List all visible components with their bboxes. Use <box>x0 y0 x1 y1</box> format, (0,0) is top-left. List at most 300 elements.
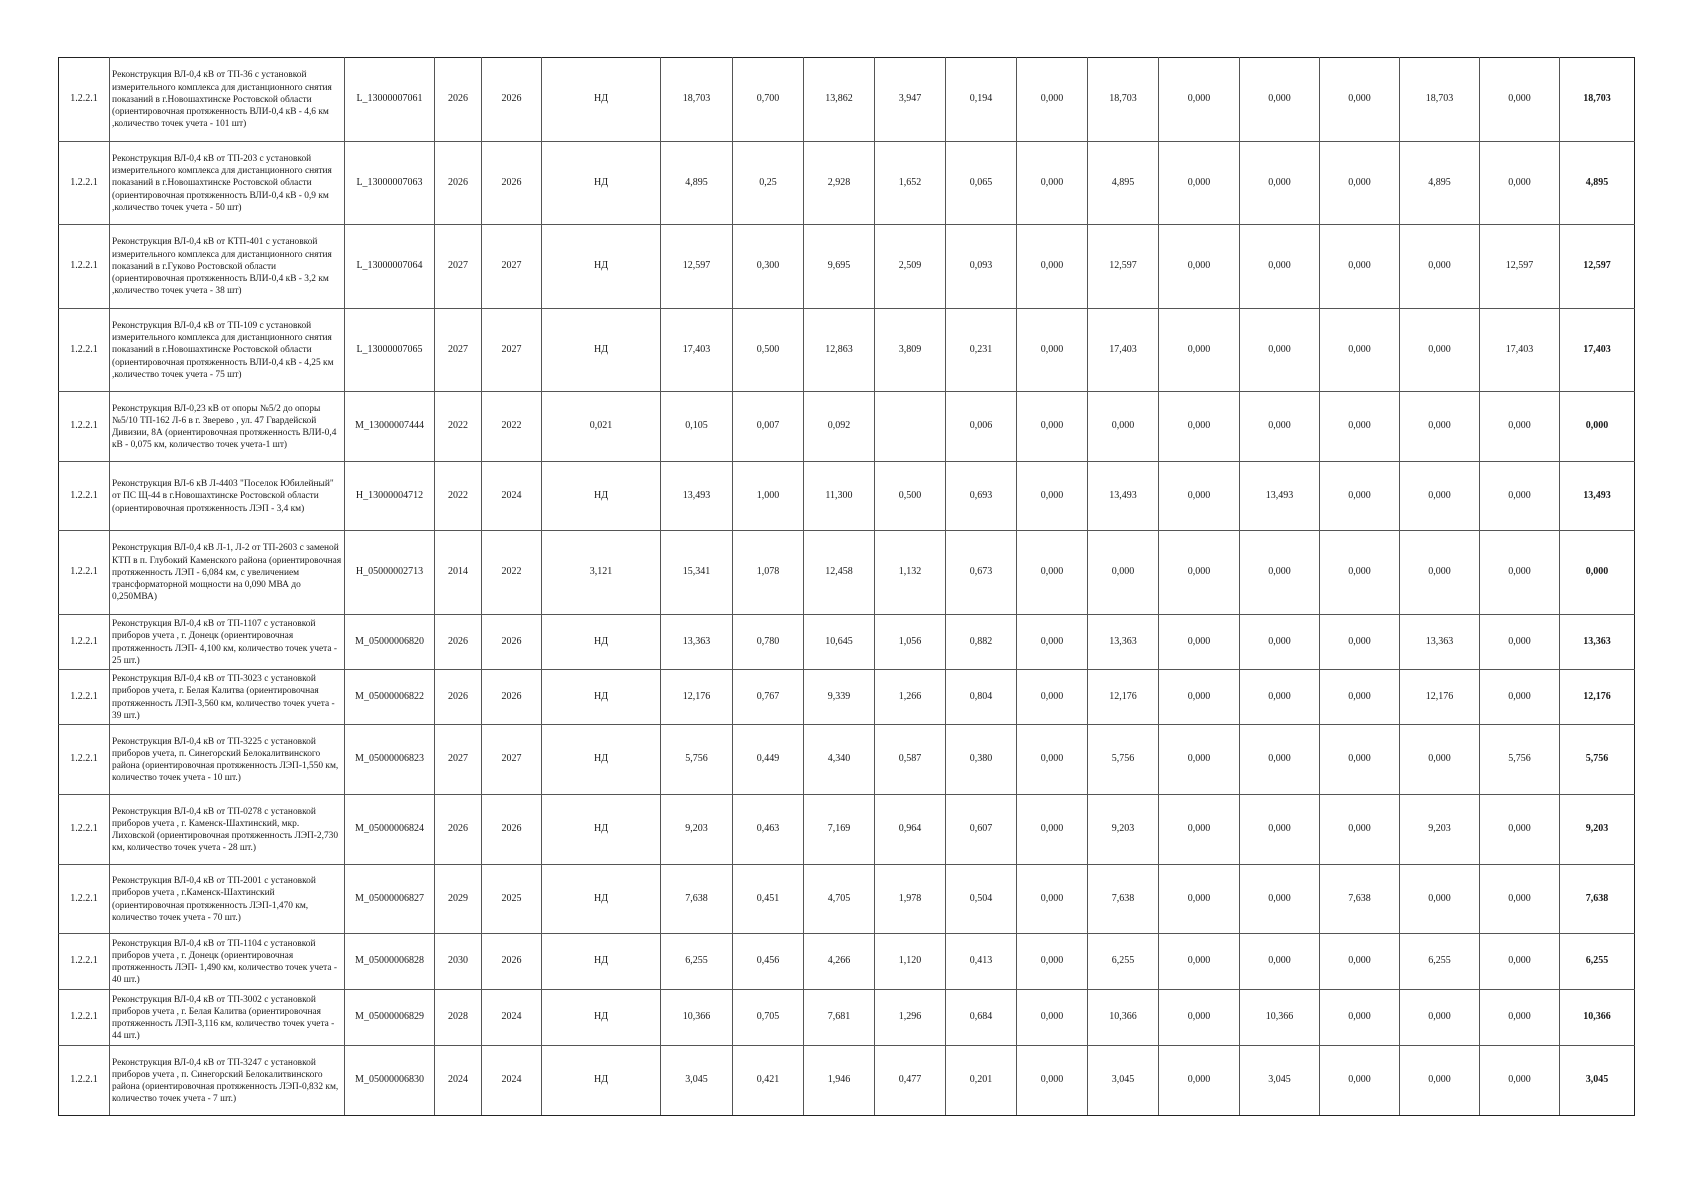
project-code-cell: L_13000007064 <box>345 225 435 309</box>
value-cell: 0,000 <box>1400 225 1480 309</box>
value-cell: 0,000 <box>1017 990 1088 1046</box>
value-cell: 0,000 <box>1240 58 1320 142</box>
value-cell: НД <box>542 725 661 795</box>
value-cell: 5,756 <box>1480 725 1560 795</box>
end-year-cell: 2027 <box>482 225 542 309</box>
value-cell: 0,000 <box>1159 462 1240 531</box>
end-year-cell: 2026 <box>482 142 542 225</box>
value-cell: 0,463 <box>733 795 804 865</box>
row-number-cell: 1.2.2.1 <box>59 670 110 725</box>
value-cell: 0,000 <box>1017 392 1088 462</box>
table-row <box>59 531 1635 615</box>
value-cell: 13,493 <box>1240 462 1320 531</box>
row-number-cell: 1.2.2.1 <box>59 934 110 990</box>
value-cell: 0,000 <box>1159 865 1240 934</box>
value-cell: 0,000 <box>1480 142 1560 225</box>
value-cell: 0,449 <box>733 725 804 795</box>
row-number-cell: 1.2.2.1 <box>59 725 110 795</box>
value-cell: 0,000 <box>1320 58 1400 142</box>
value-cell: 0,000 <box>1017 1046 1088 1116</box>
end-year-cell: 2027 <box>482 725 542 795</box>
project-description-cell: Реконструкция ВЛ-6 кВ Л-4403 "Поселок Юбилейный" от ПС Щ-44 в г.Новошахтинске Ростовской области (ориентировочная протяженность ЛЭП - 3,4 км) <box>110 462 345 531</box>
end-year-cell: 2024 <box>482 990 542 1046</box>
value-cell: 0,780 <box>733 615 804 670</box>
table-row <box>59 142 1635 225</box>
project-code-cell: M_05000006827 <box>345 865 435 934</box>
value-cell: 7,638 <box>1320 865 1400 934</box>
value-cell: 0,000 <box>1480 462 1560 531</box>
value-cell: 0,000 <box>1400 1046 1480 1116</box>
value-cell: 0,000 <box>1480 58 1560 142</box>
row-number-cell: 1.2.2.1 <box>59 309 110 392</box>
end-year-cell: 2026 <box>482 58 542 142</box>
value-cell: 0,000 <box>1240 225 1320 309</box>
value-cell: 4,266 <box>804 934 875 990</box>
total-value-cell: 17,403 <box>1560 309 1635 392</box>
value-cell: 1,266 <box>875 670 946 725</box>
value-cell: 0,000 <box>1480 670 1560 725</box>
value-cell: 0,000 <box>1240 865 1320 934</box>
project-code-cell: M_05000006820 <box>345 615 435 670</box>
value-cell: 3,045 <box>1240 1046 1320 1116</box>
total-value-cell: 13,363 <box>1560 615 1635 670</box>
value-cell: 0,607 <box>946 795 1017 865</box>
value-cell: 17,403 <box>1088 309 1159 392</box>
total-value-cell: 0,000 <box>1560 392 1635 462</box>
total-value-cell: 13,493 <box>1560 462 1635 531</box>
value-cell: 0,000 <box>1088 531 1159 615</box>
value-cell: 0,000 <box>1480 1046 1560 1116</box>
value-cell: 0,092 <box>804 392 875 462</box>
value-cell: 0,000 <box>1017 865 1088 934</box>
value-cell: 0,021 <box>542 392 661 462</box>
project-description-cell: Реконструкция ВЛ-0,4 кВ Л-1, Л-2 от ТП-2603 с заменой КТП в п. Глубокий Каменского района (ориентировочная протяженность ЛЭП - 6,084 км, с увеличением трансформаторной мощности на 0,090 МВА до 0,250МВА) <box>110 531 345 615</box>
value-cell: НД <box>542 670 661 725</box>
project-description-cell: Реконструкция ВЛ-0,4 кВ от ТП-2001 с установкой приборов учета , г.Каменск-Шахтинский (ориентировочная протяженность ЛЭП-1,470 км, количество точек учета - 70 шт.) <box>110 865 345 934</box>
value-cell: 3,045 <box>1088 1046 1159 1116</box>
value-cell <box>875 392 946 462</box>
value-cell: 0,477 <box>875 1046 946 1116</box>
value-cell: 7,681 <box>804 990 875 1046</box>
end-year-cell: 2024 <box>482 462 542 531</box>
value-cell: 0,587 <box>875 725 946 795</box>
value-cell: НД <box>542 1046 661 1116</box>
value-cell: 0,000 <box>1320 392 1400 462</box>
value-cell: 0,000 <box>1159 309 1240 392</box>
total-value-cell: 3,045 <box>1560 1046 1635 1116</box>
value-cell: 0,231 <box>946 309 1017 392</box>
value-cell: 0,000 <box>1159 1046 1240 1116</box>
value-cell: 0,000 <box>1240 934 1320 990</box>
end-year-cell: 2022 <box>482 392 542 462</box>
value-cell: НД <box>542 462 661 531</box>
value-cell: НД <box>542 990 661 1046</box>
value-cell: 0,25 <box>733 142 804 225</box>
value-cell: 0,000 <box>1017 225 1088 309</box>
value-cell: 0,451 <box>733 865 804 934</box>
project-code-cell: M_05000006824 <box>345 795 435 865</box>
table-row <box>59 462 1635 531</box>
value-cell: 6,255 <box>1088 934 1159 990</box>
value-cell: 17,403 <box>1480 309 1560 392</box>
start-year-cell: 2022 <box>435 462 482 531</box>
total-value-cell: 9,203 <box>1560 795 1635 865</box>
value-cell: 0,964 <box>875 795 946 865</box>
start-year-cell: 2014 <box>435 531 482 615</box>
value-cell: 10,366 <box>661 990 733 1046</box>
project-code-cell: M_05000006829 <box>345 990 435 1046</box>
project-code-cell: M_05000006823 <box>345 725 435 795</box>
investment-projects-table <box>58 57 1635 1116</box>
value-cell: 0,000 <box>1159 934 1240 990</box>
value-cell: 0,000 <box>1017 462 1088 531</box>
start-year-cell: 2030 <box>435 934 482 990</box>
value-cell: 3,809 <box>875 309 946 392</box>
value-cell: 0,105 <box>661 392 733 462</box>
table-row <box>59 725 1635 795</box>
end-year-cell: 2025 <box>482 865 542 934</box>
project-description-cell: Реконструкция ВЛ-0,23 кВ от опоры №5/2 до опоры №5/10 ТП-162 Л-6 в г. Зверево , ул. 47 Гвардейской Дивизии, 8А (ориентировочная протяженность ВЛИ-0,4 кВ - 0,075 км, количество точек учета-1 шт) <box>110 392 345 462</box>
project-description-cell: Реконструкция ВЛ-0,4 кВ от ТП-3247 с установкой приборов учета , п. Синегорский Белокалитвинского района (ориентировочная протяженность ЛЭП-0,832 км, количество точек учета - 7 шт.) <box>110 1046 345 1116</box>
start-year-cell: 2026 <box>435 795 482 865</box>
value-cell: 0,700 <box>733 58 804 142</box>
row-number-cell: 1.2.2.1 <box>59 865 110 934</box>
value-cell: 12,176 <box>1088 670 1159 725</box>
row-number-cell: 1.2.2.1 <box>59 392 110 462</box>
value-cell: 0,000 <box>1320 142 1400 225</box>
start-year-cell: 2029 <box>435 865 482 934</box>
project-description-cell: Реконструкция ВЛ-0,4 кВ от ТП-1107 с установкой приборов учета , г. Донецк (ориентировочная протяженность ЛЭП- 4,100 км, количество точек учета - 25 шт.) <box>110 615 345 670</box>
table-row <box>59 309 1635 392</box>
total-value-cell: 7,638 <box>1560 865 1635 934</box>
value-cell: 0,500 <box>733 309 804 392</box>
value-cell: 0,000 <box>1159 615 1240 670</box>
value-cell: 0,000 <box>1017 531 1088 615</box>
value-cell: 0,000 <box>1159 58 1240 142</box>
end-year-cell: 2026 <box>482 615 542 670</box>
value-cell: НД <box>542 934 661 990</box>
table-row <box>59 58 1635 142</box>
value-cell: 10,366 <box>1240 990 1320 1046</box>
value-cell: 0,000 <box>1240 615 1320 670</box>
value-cell: 4,895 <box>1400 142 1480 225</box>
value-cell: 0,000 <box>1480 865 1560 934</box>
value-cell: 0,000 <box>1320 670 1400 725</box>
project-description-cell: Реконструкция ВЛ-0,4 кВ от ТП-3225 с установкой приборов учета, п. Синегорский Белокалитвинского района (ориентировочная протяженность ЛЭП-1,550 км, количество точек учета - 10 шт.) <box>110 725 345 795</box>
value-cell: 0,000 <box>1159 531 1240 615</box>
start-year-cell: 2026 <box>435 670 482 725</box>
total-value-cell: 12,597 <box>1560 225 1635 309</box>
value-cell: 12,597 <box>661 225 733 309</box>
value-cell: 12,176 <box>1400 670 1480 725</box>
row-number-cell: 1.2.2.1 <box>59 1046 110 1116</box>
value-cell: 18,703 <box>1400 58 1480 142</box>
value-cell: 0,000 <box>1017 934 1088 990</box>
value-cell: 11,300 <box>804 462 875 531</box>
table-row <box>59 615 1635 670</box>
value-cell: 0,000 <box>1017 615 1088 670</box>
value-cell: 7,638 <box>661 865 733 934</box>
value-cell: 0,000 <box>1320 934 1400 990</box>
table-row <box>59 865 1635 934</box>
value-cell: 3,121 <box>542 531 661 615</box>
value-cell: 0,767 <box>733 670 804 725</box>
value-cell: 0,000 <box>1320 990 1400 1046</box>
total-value-cell: 6,255 <box>1560 934 1635 990</box>
value-cell: 1,296 <box>875 990 946 1046</box>
value-cell: 18,703 <box>1088 58 1159 142</box>
value-cell: 0,000 <box>1159 392 1240 462</box>
value-cell: 1,132 <box>875 531 946 615</box>
row-number-cell: 1.2.2.1 <box>59 225 110 309</box>
row-number-cell: 1.2.2.1 <box>59 142 110 225</box>
value-cell: 1,946 <box>804 1046 875 1116</box>
value-cell: 1,078 <box>733 531 804 615</box>
value-cell: НД <box>542 795 661 865</box>
value-cell: 0,000 <box>1400 462 1480 531</box>
value-cell: 13,363 <box>661 615 733 670</box>
value-cell: 12,176 <box>661 670 733 725</box>
value-cell: 2,928 <box>804 142 875 225</box>
total-value-cell: 12,176 <box>1560 670 1635 725</box>
value-cell: 1,120 <box>875 934 946 990</box>
end-year-cell: 2026 <box>482 934 542 990</box>
value-cell: НД <box>542 58 661 142</box>
project-description-cell: Реконструкция ВЛ-0,4 кВ от ТП-109 с установкой измерительного комплекса для дистанционного снятия показаний в г.Новошахтинске Ростовской области (ориентировочная протяженность ВЛИ-0,4 кВ - 4,25 км ,количество точек учета - 75 шт) <box>110 309 345 392</box>
value-cell: 0,000 <box>1480 615 1560 670</box>
value-cell: 13,493 <box>1088 462 1159 531</box>
row-number-cell: 1.2.2.1 <box>59 462 110 531</box>
table-row <box>59 795 1635 865</box>
value-cell: 0,007 <box>733 392 804 462</box>
start-year-cell: 2024 <box>435 1046 482 1116</box>
table-row <box>59 392 1635 462</box>
start-year-cell: 2027 <box>435 309 482 392</box>
value-cell: 0,504 <box>946 865 1017 934</box>
value-cell: 0,000 <box>1017 795 1088 865</box>
value-cell: 0,300 <box>733 225 804 309</box>
start-year-cell: 2026 <box>435 58 482 142</box>
start-year-cell: 2026 <box>435 142 482 225</box>
project-code-cell: H_05000002713 <box>345 531 435 615</box>
row-number-cell: 1.2.2.1 <box>59 58 110 142</box>
project-code-cell: M_05000006830 <box>345 1046 435 1116</box>
value-cell: 0,000 <box>1240 392 1320 462</box>
value-cell: 4,705 <box>804 865 875 934</box>
value-cell: 10,645 <box>804 615 875 670</box>
total-value-cell: 4,895 <box>1560 142 1635 225</box>
value-cell: 0,705 <box>733 990 804 1046</box>
value-cell: 0,421 <box>733 1046 804 1116</box>
value-cell: 0,804 <box>946 670 1017 725</box>
project-description-cell: Реконструкция ВЛ-0,4 кВ от ТП-0278 с установкой приборов учета , г. Каменск-Шахтинский, мкр. Лиховской (ориентировочная протяженность ЛЭП-2,730 км, количество точек учета - 28 шт.) <box>110 795 345 865</box>
table-row <box>59 225 1635 309</box>
value-cell: 0,000 <box>1017 309 1088 392</box>
value-cell: 0,456 <box>733 934 804 990</box>
value-cell: 17,403 <box>661 309 733 392</box>
start-year-cell: 2026 <box>435 615 482 670</box>
value-cell: 10,366 <box>1088 990 1159 1046</box>
value-cell: 0,201 <box>946 1046 1017 1116</box>
value-cell: 0,000 <box>1159 225 1240 309</box>
project-code-cell: L_13000007063 <box>345 142 435 225</box>
value-cell: 0,000 <box>1320 615 1400 670</box>
row-number-cell: 1.2.2.1 <box>59 795 110 865</box>
value-cell: 0,413 <box>946 934 1017 990</box>
project-description-cell: Реконструкция ВЛ-0,4 кВ от ТП-3002 с установкой приборов учета , г. Белая Калитва (ориентировочная протяженность ЛЭП-3,116 км, количество точек учета - 44 шт.) <box>110 990 345 1046</box>
value-cell: НД <box>542 865 661 934</box>
value-cell: 0,000 <box>1480 795 1560 865</box>
value-cell: 0,000 <box>1159 142 1240 225</box>
table-body <box>59 58 1635 1116</box>
start-year-cell: 2028 <box>435 990 482 1046</box>
value-cell: НД <box>542 225 661 309</box>
value-cell: 9,203 <box>661 795 733 865</box>
value-cell: 0,000 <box>1400 531 1480 615</box>
project-code-cell: L_13000007065 <box>345 309 435 392</box>
value-cell: 6,255 <box>1400 934 1480 990</box>
value-cell: 9,203 <box>1400 795 1480 865</box>
value-cell: 0,000 <box>1240 531 1320 615</box>
value-cell: 9,339 <box>804 670 875 725</box>
value-cell: НД <box>542 142 661 225</box>
start-year-cell: 2027 <box>435 225 482 309</box>
value-cell: 0,000 <box>1320 1046 1400 1116</box>
table-row <box>59 990 1635 1046</box>
value-cell: 13,363 <box>1400 615 1480 670</box>
value-cell: 0,000 <box>1159 670 1240 725</box>
value-cell: 0,000 <box>1400 309 1480 392</box>
value-cell: НД <box>542 309 661 392</box>
value-cell: 0,000 <box>1017 670 1088 725</box>
total-value-cell: 0,000 <box>1560 531 1635 615</box>
value-cell: 4,895 <box>661 142 733 225</box>
end-year-cell: 2024 <box>482 1046 542 1116</box>
value-cell: НД <box>542 615 661 670</box>
value-cell: 0,000 <box>1480 934 1560 990</box>
value-cell: 12,863 <box>804 309 875 392</box>
project-code-cell: M_05000006828 <box>345 934 435 990</box>
value-cell: 0,000 <box>1480 990 1560 1046</box>
row-number-cell: 1.2.2.1 <box>59 615 110 670</box>
value-cell: 13,493 <box>661 462 733 531</box>
value-cell: 0,000 <box>1320 462 1400 531</box>
value-cell: 4,340 <box>804 725 875 795</box>
value-cell: 3,947 <box>875 58 946 142</box>
project-description-cell: Реконструкция ВЛ-0,4 кВ от ТП-1104 с установкой приборов учета , г. Донецк (ориентировочная протяженность ЛЭП- 1,490 км, количество точек учета - 40 шт.) <box>110 934 345 990</box>
project-description-cell: Реконструкция ВЛ-0,4 кВ от КТП-401 с установкой измерительного комплекса для дистанционного снятия показаний в г.Гуково Ростовской области (ориентировочная протяженность ВЛИ-0,4 кВ - 3,2 км ,количество точек учета - 38 шт) <box>110 225 345 309</box>
start-year-cell: 2022 <box>435 392 482 462</box>
value-cell: 0,000 <box>1320 725 1400 795</box>
value-cell: 5,756 <box>661 725 733 795</box>
value-cell: 0,380 <box>946 725 1017 795</box>
table-row <box>59 670 1635 725</box>
project-description-cell: Реконструкция ВЛ-0,4 кВ от ТП-36 с установкой измерительного комплекса для дистанционного снятия показаний в г.Новошахтинске Ростовской области (ориентировочная протяженность ВЛИ-0,4 кВ - 4,6 км ,количество точек учета - 101 шт) <box>110 58 345 142</box>
value-cell: 0,000 <box>1320 309 1400 392</box>
value-cell: 7,638 <box>1088 865 1159 934</box>
end-year-cell: 2026 <box>482 670 542 725</box>
value-cell: 6,255 <box>661 934 733 990</box>
value-cell: 1,000 <box>733 462 804 531</box>
value-cell: 12,597 <box>1480 225 1560 309</box>
value-cell: 0,006 <box>946 392 1017 462</box>
project-description-cell: Реконструкция ВЛ-0,4 кВ от ТП-3023 с установкой приборов учета, г. Белая Калитва (ориентировочная протяженность ЛЭП-3,560 км, количество точек учета - 39 шт.) <box>110 670 345 725</box>
row-number-cell: 1.2.2.1 <box>59 990 110 1046</box>
value-cell: 0,000 <box>1400 392 1480 462</box>
value-cell: 0,194 <box>946 58 1017 142</box>
total-value-cell: 5,756 <box>1560 725 1635 795</box>
value-cell: 3,045 <box>661 1046 733 1116</box>
value-cell: 9,695 <box>804 225 875 309</box>
value-cell: 0,000 <box>1017 142 1088 225</box>
value-cell: 15,341 <box>661 531 733 615</box>
end-year-cell: 2022 <box>482 531 542 615</box>
end-year-cell: 2027 <box>482 309 542 392</box>
row-number-cell: 1.2.2.1 <box>59 531 110 615</box>
value-cell: 2,509 <box>875 225 946 309</box>
value-cell: 0,000 <box>1480 531 1560 615</box>
value-cell: 4,895 <box>1088 142 1159 225</box>
project-code-cell: H_13000004712 <box>345 462 435 531</box>
value-cell: 7,169 <box>804 795 875 865</box>
value-cell: 0,000 <box>1240 142 1320 225</box>
value-cell: 0,882 <box>946 615 1017 670</box>
value-cell: 0,000 <box>1320 531 1400 615</box>
value-cell: 0,000 <box>1400 725 1480 795</box>
value-cell: 0,000 <box>1159 725 1240 795</box>
value-cell: 0,000 <box>1088 392 1159 462</box>
table-row <box>59 1046 1635 1116</box>
value-cell: 0,684 <box>946 990 1017 1046</box>
value-cell: 0,000 <box>1159 795 1240 865</box>
start-year-cell: 2027 <box>435 725 482 795</box>
value-cell: 0,000 <box>1240 795 1320 865</box>
value-cell: 0,000 <box>1400 990 1480 1046</box>
value-cell: 9,203 <box>1088 795 1159 865</box>
value-cell: 0,693 <box>946 462 1017 531</box>
value-cell: 0,000 <box>1400 865 1480 934</box>
value-cell: 0,000 <box>1017 58 1088 142</box>
value-cell: 1,978 <box>875 865 946 934</box>
value-cell: 0,000 <box>1159 990 1240 1046</box>
value-cell: 13,363 <box>1088 615 1159 670</box>
value-cell: 0,093 <box>946 225 1017 309</box>
value-cell: 12,597 <box>1088 225 1159 309</box>
value-cell: 0,500 <box>875 462 946 531</box>
project-code-cell: M_13000007444 <box>345 392 435 462</box>
project-code-cell: M_05000006822 <box>345 670 435 725</box>
table-row <box>59 934 1635 990</box>
total-value-cell: 10,366 <box>1560 990 1635 1046</box>
project-description-cell: Реконструкция ВЛ-0,4 кВ от ТП-203 с установкой измерительного комплекса для дистанционного снятия показаний в г.Новошахтинске Ростовской области (ориентировочная протяженность ВЛИ-0,4 кВ - 0,9 км ,количество точек учета - 50 шт) <box>110 142 345 225</box>
value-cell: 12,458 <box>804 531 875 615</box>
value-cell: 0,000 <box>1320 795 1400 865</box>
value-cell: 0,000 <box>1240 309 1320 392</box>
value-cell: 5,756 <box>1088 725 1159 795</box>
value-cell: 0,000 <box>1480 392 1560 462</box>
value-cell: 0,000 <box>1240 670 1320 725</box>
value-cell: 0,673 <box>946 531 1017 615</box>
value-cell: 0,065 <box>946 142 1017 225</box>
value-cell: 1,652 <box>875 142 946 225</box>
value-cell: 18,703 <box>661 58 733 142</box>
spreadsheet-sheet <box>58 57 1635 1116</box>
total-value-cell: 18,703 <box>1560 58 1635 142</box>
end-year-cell: 2026 <box>482 795 542 865</box>
project-code-cell: L_13000007061 <box>345 58 435 142</box>
value-cell: 0,000 <box>1240 725 1320 795</box>
value-cell: 1,056 <box>875 615 946 670</box>
